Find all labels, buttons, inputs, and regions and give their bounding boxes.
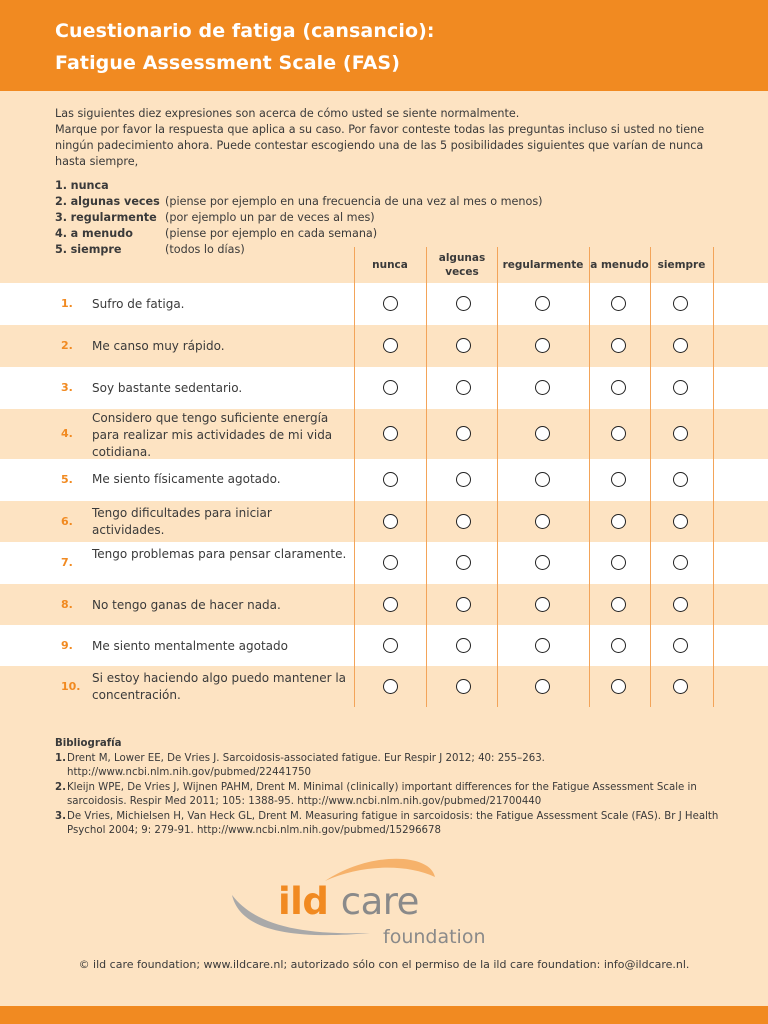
reference-number: 1. <box>55 752 66 764</box>
question-text: Me siento físicamente agotado. <box>92 472 281 486</box>
column-divider <box>650 247 651 707</box>
radio-regularmente[interactable] <box>535 555 550 570</box>
radio-nunca[interactable] <box>383 472 398 487</box>
question-text: Considero que tengo suficiente energía para realizar mis actividades de mi vida cotidiana. <box>92 411 333 459</box>
question-row <box>0 542 768 584</box>
radio-siempre[interactable] <box>673 514 688 529</box>
radio-siempre[interactable] <box>673 555 688 570</box>
question-row <box>0 501 768 542</box>
radio-a-menudo[interactable] <box>611 296 626 311</box>
instructions <box>55 106 715 170</box>
radio-nunca[interactable] <box>383 338 398 353</box>
radio-algunas-veces[interactable] <box>456 514 471 529</box>
reference-text: De Vries, Michielsen H, Van Heck GL, Drent M. Measuring fatigue in sarcoidosis: the Fatigue Assessment Scale (FAS). Br J Health Psychol 2004; 9: 279-91. http://www.ncbi.nlm.nih.gov/pubmed/15296678 <box>67 810 719 836</box>
radio-regularmente[interactable] <box>535 338 550 353</box>
reference-text: Kleijn WPE, De Vries J, Wijnen PAHM, Drent M. Minimal (clinically) important differences for the Fatigue Assessment Scale in sarcoidosis. Respir Med 2011; 105: 1388-95. http://www.ncbi.nlm.nih.gov/pubmed/21700440 <box>67 781 697 807</box>
scale-option-name: siempre <box>70 243 122 256</box>
logo-ild: ild <box>278 880 329 923</box>
radio-a-menudo[interactable] <box>611 426 626 441</box>
copyright-notice: © ild care foundation; www.ildcare.nl; autorizado sólo con el permiso de la ild care foundation: info@ildcare.nl. <box>78 958 690 971</box>
column-header-a-menudo: a menudo <box>590 259 649 271</box>
question-text: Me siento mentalmente agotado <box>92 639 288 653</box>
radio-regularmente[interactable] <box>535 514 550 529</box>
bibliography-reference <box>55 781 725 810</box>
bibliography-title: Bibliografía <box>55 738 122 749</box>
scale-option-name: a menudo <box>70 227 133 240</box>
radio-algunas-veces[interactable] <box>456 472 471 487</box>
radio-algunas-veces[interactable] <box>456 555 471 570</box>
scale-option-label: 4. <box>55 227 68 240</box>
question-number: 5. <box>61 473 73 486</box>
question-row <box>0 409 768 459</box>
column-divider <box>589 247 590 707</box>
question-number: 10. <box>61 680 81 693</box>
radio-siempre[interactable] <box>673 638 688 653</box>
radio-a-menudo[interactable] <box>611 380 626 395</box>
scale-option-description: (por ejemplo un par de veces al mes) <box>165 211 375 224</box>
column-divider <box>497 247 498 707</box>
radio-a-menudo[interactable] <box>611 338 626 353</box>
radio-a-menudo[interactable] <box>611 514 626 529</box>
logo-care: care <box>340 880 419 923</box>
scale-option-description: (todos lo días) <box>165 243 245 256</box>
radio-regularmente[interactable] <box>535 426 550 441</box>
radio-nunca[interactable] <box>383 679 398 694</box>
radio-siempre[interactable] <box>673 597 688 612</box>
question-number: 9. <box>61 638 73 652</box>
scale-option-description: (piense por ejemplo en una frecuencia de una vez al mes o menos) <box>165 195 543 208</box>
column-header-siempre: siempre <box>657 259 706 271</box>
scale-option-name: algunas veces <box>70 195 160 208</box>
question-text: Tengo dificultades para iniciar actividades. <box>92 506 272 537</box>
question-number: 7. <box>61 556 73 569</box>
reference-number: 2. <box>55 781 66 793</box>
scale-option-label: 3. <box>55 211 68 224</box>
question-row <box>0 459 768 501</box>
question-row <box>0 666 768 708</box>
radio-algunas-veces[interactable] <box>456 338 471 353</box>
scale-option-label: 1. <box>55 179 68 192</box>
radio-siempre[interactable] <box>673 426 688 441</box>
radio-nunca[interactable] <box>383 514 398 529</box>
radio-a-menudo[interactable] <box>611 679 626 694</box>
radio-algunas-veces[interactable] <box>456 296 471 311</box>
radio-a-menudo[interactable] <box>611 555 626 570</box>
radio-a-menudo[interactable] <box>611 638 626 653</box>
column-divider <box>354 247 355 707</box>
logo-wordmark <box>278 880 419 923</box>
column-header-nunca: nunca <box>372 259 408 271</box>
radio-nunca[interactable] <box>383 555 398 570</box>
radio-regularmente[interactable] <box>535 472 550 487</box>
radio-nunca[interactable] <box>383 638 398 653</box>
question-text: Sufro de fatiga. <box>92 297 185 311</box>
radio-nunca[interactable] <box>383 296 398 311</box>
column-header-regularmente: regularmente <box>502 259 584 271</box>
column-divider <box>426 247 427 707</box>
scale-option-name: nunca <box>70 179 109 192</box>
question-text: Soy bastante sedentario. <box>92 381 243 395</box>
scale-option <box>55 194 615 210</box>
radio-regularmente[interactable] <box>535 380 550 395</box>
radio-algunas-veces[interactable] <box>456 679 471 694</box>
page-title: Cuestionario de fatiga (cansancio): <box>55 20 435 42</box>
question-row <box>0 584 768 625</box>
questionnaire-table <box>0 283 768 708</box>
question-number: 1. <box>61 297 73 310</box>
radio-nunca[interactable] <box>383 426 398 441</box>
radio-nunca[interactable] <box>383 380 398 395</box>
question-number: 3. <box>61 381 73 394</box>
radio-algunas-veces[interactable] <box>456 426 471 441</box>
instructions-line-2: Marque por favor la respuesta que aplica a su caso. Por favor conteste todas las preguntas incluso si usted no tiene ningún padecimiento ahora. Puede contestar escogiendo una de las 5 posibilidades siguientes que varían de nunca hasta siempre, <box>55 123 705 168</box>
scale-option-label: 5. <box>55 243 68 256</box>
radio-siempre[interactable] <box>673 679 688 694</box>
question-number: 8. <box>61 597 73 611</box>
question-number: 6. <box>61 514 73 528</box>
bibliography-reference <box>55 752 725 781</box>
question-row <box>0 367 768 409</box>
radio-nunca[interactable] <box>383 597 398 612</box>
scale-option-name: regularmente <box>70 211 157 224</box>
radio-algunas-veces[interactable] <box>456 638 471 653</box>
page-subtitle: Fatigue Assessment Scale (FAS) <box>55 52 400 74</box>
radio-siempre[interactable] <box>673 296 688 311</box>
radio-algunas-veces[interactable] <box>456 380 471 395</box>
radio-regularmente[interactable] <box>535 638 550 653</box>
radio-algunas-veces[interactable] <box>456 597 471 612</box>
question-number: 2. <box>61 339 73 352</box>
radio-a-menudo[interactable] <box>611 472 626 487</box>
radio-siempre[interactable] <box>673 380 688 395</box>
scale-option <box>55 178 615 194</box>
radio-regularmente[interactable] <box>535 679 550 694</box>
question-text: Tengo problemas para pensar claramente. <box>92 547 347 561</box>
question-text: Me canso muy rápido. <box>92 339 225 353</box>
question-row <box>0 283 768 325</box>
column-header-algunas-veces: algunas veces <box>438 252 486 278</box>
reference-number: 3. <box>55 810 66 822</box>
reference-text: Drent M, Lower EE, De Vries J. Sarcoidosis-associated fatigue. Eur Respir J 2012; 40: 255–263. http://www.ncbi.nlm.nih.gov/pubmed/22441750 <box>67 752 545 778</box>
instructions-line-1: Las siguientes diez expresiones son acerca de cómo usted se siente normalmente. <box>55 107 520 120</box>
logo-foundation: foundation <box>383 926 486 948</box>
bibliography <box>55 737 725 839</box>
question-text: No tengo ganas de hacer nada. <box>92 598 281 612</box>
question-row <box>0 625 768 666</box>
radio-regularmente[interactable] <box>535 296 550 311</box>
scale-option <box>55 226 615 242</box>
page-header <box>0 0 768 91</box>
scale-option <box>55 210 615 226</box>
question-text: Si estoy haciendo algo puedo mantener la concentración. <box>92 671 347 702</box>
scale-option-label: 2. <box>55 195 68 208</box>
footer-bar <box>0 1006 768 1024</box>
scale-option-description: (piense por ejemplo en cada semana) <box>165 227 378 240</box>
question-row <box>0 325 768 367</box>
radio-siempre[interactable] <box>673 472 688 487</box>
bibliography-reference <box>55 810 725 839</box>
column-divider <box>713 247 714 707</box>
radio-regularmente[interactable] <box>535 597 550 612</box>
question-number: 4. <box>61 427 73 440</box>
radio-a-menudo[interactable] <box>611 597 626 612</box>
radio-siempre[interactable] <box>673 338 688 353</box>
answer-scale-legend <box>55 178 615 258</box>
ild-care-logo <box>230 855 510 950</box>
